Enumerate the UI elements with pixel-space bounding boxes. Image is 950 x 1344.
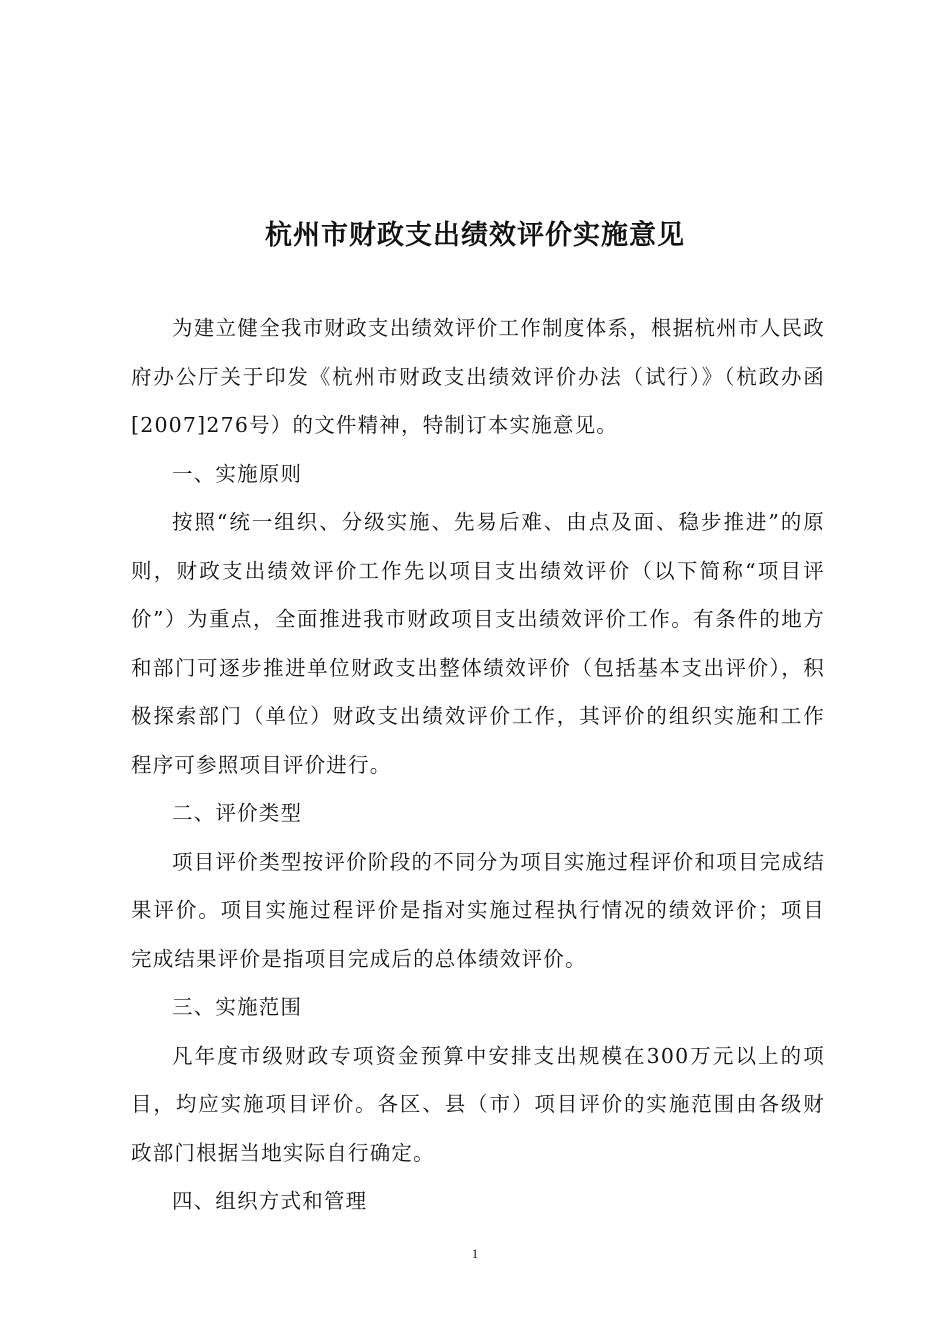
page-number: 1: [471, 1246, 479, 1261]
intro-paragraph: 为建立健全我市财政支出绩效评价工作制度体系，根据杭州市人民政府办公厅关于印发《杭州市财政支出绩效评价办法（试行）》（杭政办函[2007]276号）的文件精神，特制订本实施意见。: [131, 316, 825, 437]
section-heading-organization: 四、组织方式和管理: [172, 1189, 368, 1213]
principles-paragraph: 按照“统一组织、分级实施、先易后难、由点及面、稳步推进”的原则，财政支出绩效评价工作先以项目支出绩效评价（以下简称“项目评价”）为重点，全面推进我市财政项目支出绩效评价工作。有条件的地方和部门可逐步推进单位财政支出整体绩效评价（包括基本支出评价），积极探索部门（单位）财政支出绩效评价工作，其评价的组织实施和工作程序可参照项目评价进行。: [131, 510, 825, 777]
scope-paragraph: 凡年度市级财政专项资金预算中安排支出规模在300万元以上的项目，均应实施项目评价。各区、县（市）项目评价的实施范围由各级财政部门根据当地实际自行确定。: [131, 1043, 825, 1165]
section-heading-principles: 一、实施原则: [172, 461, 303, 486]
section-heading-types: 二、评价类型: [172, 801, 303, 825]
types-paragraph: 项目评价类型按评价阶段的不同分为项目实施过程评价和项目完成结果评价。项目实施过程评价是指对实施过程执行情况的绩效评价；项目完成结果评价是指项目完成后的总体绩效评价。: [131, 849, 825, 971]
document-body: [131, 304, 825, 1226]
document-title: 杭州市财政支出绩效评价实施意见: [265, 220, 685, 251]
section-heading-scope: 三、实施范围: [172, 995, 303, 1019]
